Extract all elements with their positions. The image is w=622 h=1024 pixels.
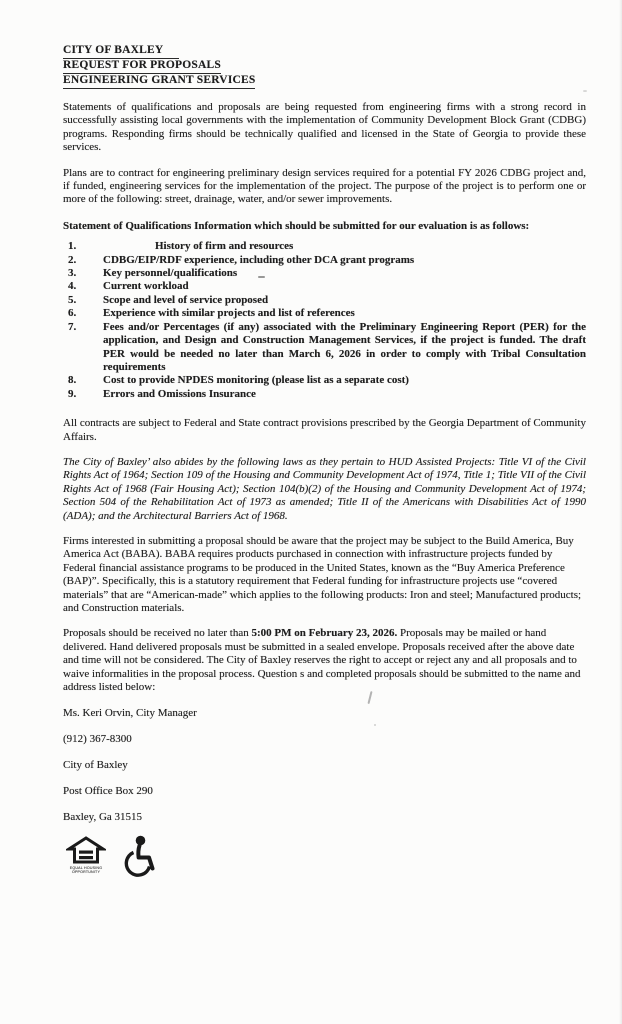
list-item-number: 5. bbox=[68, 293, 77, 306]
paragraph-proposals-deadline bbox=[63, 627, 586, 694]
paragraph-plans: Plans are to contract for engineering preliminary design services required for a potential FY 2026 CDBG project and, if funded, engineering services for the implementation of the project. The purpose of the project is to perform one or more of the following: street, drainage, water, and/or sewer improvements. bbox=[63, 166, 586, 206]
list-item bbox=[63, 294, 586, 307]
equal-housing-opportunity-icon bbox=[65, 835, 107, 874]
paragraph-baba: Firms interested in submitting a proposal should be aware that the project may be subject to the Build America, Buy America Act (BABA). BABA requires products purchased in connection with infrastructure projects funded by Federal financial assistance programs to be produced in the United States, known as the “Buy America Preference (BAP)”. Specifically, this is a statutory requirement that Federal funding for infrastructure projects use “covered materials” that are “American-made” which applies to the following products: Iron and steel; Manufactured products; and Construction materials. bbox=[63, 534, 582, 614]
header-line-rfp: REQUEST FOR PROPOSALS bbox=[63, 59, 586, 74]
list-item-text: Current workload bbox=[103, 280, 189, 293]
contact-phone: (912) 367-8300 bbox=[63, 733, 132, 746]
list-item-text: Fees and/or Percentages (if any) associated with the Preliminary Engineering Report (PER) for the application, and Design and Construction Management Services, if the project is funded. The draft PER would be needed no later than March 6, 2026 in order to comply with Tribal Consultation requirements bbox=[103, 320, 586, 373]
list-item bbox=[63, 280, 586, 293]
paragraph-hud-laws: The City of Baxley’ also abides by the following laws as they pertain to HUD Assisted Projects: Title VI of the Civil Rights Act of 1964; Section 109 of the Housing and Community Development Act of 1974, Title 1; Title VII of the Civil Rights Act of 1968 (Fair Housing Act); Section 104(b)(2) of the Housing and Community Development Act of 1974; Section 504 of the Rehabilitation Act of 1973 as amended; Title II of the Americans with Disabilities Act of 1990 (ADA); and the Architectural Barriers Act of 1968. bbox=[63, 455, 586, 522]
list-item-number: 6. bbox=[68, 307, 77, 320]
list-item-number: 8. bbox=[68, 374, 77, 387]
list-item-text: Experience with similar projects and list of references bbox=[103, 307, 355, 320]
list-item-text: Cost to provide NPDES monitoring (please list as a separate cost) bbox=[103, 374, 409, 387]
list-item bbox=[63, 267, 586, 280]
wheelchair-accessible-icon bbox=[121, 835, 157, 884]
list-item-number: 1. bbox=[68, 240, 77, 253]
document-header bbox=[63, 44, 586, 89]
list-item bbox=[63, 254, 586, 267]
list-item-number: 3. bbox=[68, 267, 77, 280]
list-item-number: 7. bbox=[68, 320, 77, 333]
proposals-text-after: Proposals may be mailed or hand delivered. Hand delivered proposals must be submitted in a sealed envelope. Proposals received after the above date and time will not be considered. The City of Baxley reserves the right to accept or reject any and all proposals and to waive informalities in the proposal process. Question s and completed proposals should be submitted to the name and address listed below: bbox=[63, 627, 581, 694]
paragraph-intro: Statements of qualifications and proposals are being requested from engineering firms with a strong record in successfully assisting local governments with the implementation of Community Development Block Grant (CDBG) programs. Responding firms should be technically qualified and licensed in the State of Georgia to provide these services. bbox=[63, 101, 586, 154]
header-line-city: CITY OF BAXLEY bbox=[63, 44, 586, 59]
qualifications-heading: Statement of Qualifications Information which should be submitted for our evaluation is as follows: bbox=[63, 219, 530, 232]
contact-city-state-zip: Baxley, Ga 31515 bbox=[63, 811, 143, 824]
list-item bbox=[63, 388, 586, 401]
contact-block bbox=[63, 707, 586, 824]
eho-caption-line1: EQUAL HOUSING bbox=[69, 865, 103, 870]
paragraph-contracts: All contracts are subject to Federal and State contract provisions prescribed by the Georgia Department of Community Affairs. bbox=[63, 417, 586, 443]
qualifications-list bbox=[63, 240, 586, 401]
list-item-number: 4. bbox=[68, 280, 77, 293]
footer-icons bbox=[65, 835, 586, 884]
proposals-text-before: Proposals should be received no later than bbox=[63, 627, 252, 640]
list-item-text: Errors and Omissions Insurance bbox=[103, 387, 256, 400]
list-item-number: 2. bbox=[68, 253, 77, 266]
list-item-number: 9. bbox=[68, 387, 77, 400]
eho-caption-line2: OPPORTUNITY bbox=[71, 870, 101, 875]
list-item bbox=[63, 321, 586, 375]
contact-po-box: Post Office Box 290 bbox=[63, 785, 153, 798]
proposals-deadline-bold: 5:00 PM on February 23, 2026. bbox=[251, 627, 398, 640]
list-item-text: Key personnel/qualifications bbox=[103, 267, 238, 280]
list-item-text: CDBG/EIP/RDF experience, including other DCA grant programs bbox=[103, 253, 415, 266]
list-item bbox=[63, 374, 586, 387]
list-item-text: History of firm and resources bbox=[155, 240, 294, 253]
header-line-services: ENGINEERING GRANT SERVICES bbox=[63, 74, 586, 89]
list-item-text: Scope and level of service proposed bbox=[103, 293, 269, 306]
list-item bbox=[63, 240, 586, 253]
list-item bbox=[63, 307, 586, 320]
document-content bbox=[63, 44, 586, 884]
contact-name: Ms. Keri Orvin, City Manager bbox=[63, 707, 197, 720]
contact-org: City of Baxley bbox=[63, 759, 128, 772]
